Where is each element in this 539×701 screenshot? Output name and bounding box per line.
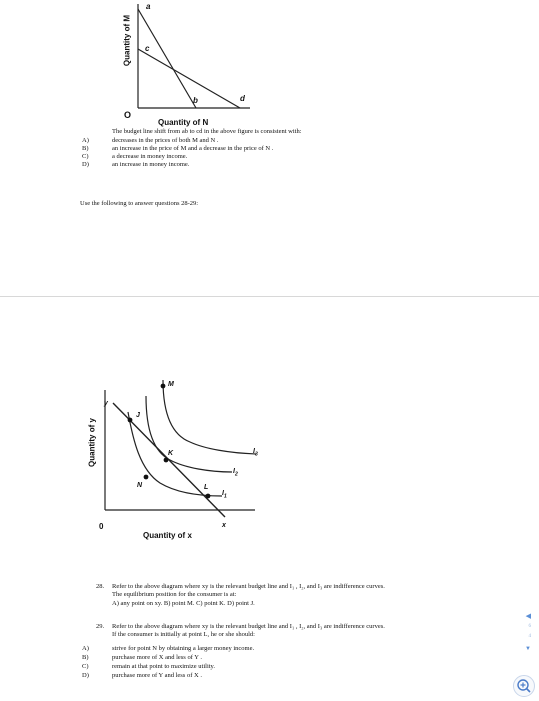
point-n-label: N <box>137 482 143 489</box>
point-b-label: b <box>193 96 198 105</box>
q28-line2: The equilibrium position for the consumer is at: <box>112 591 237 598</box>
origin-label: O <box>124 110 132 120</box>
option-text[interactable]: strive for point N by obtaining a larger money income. <box>112 645 255 652</box>
y-axis-label-wrap <box>85 410 99 480</box>
point-a-label: a <box>146 2 151 11</box>
scroll-down-icon[interactable]: ▼ <box>525 646 531 652</box>
x-axis-label: Quantity of N <box>158 118 209 127</box>
q29-line2: If the consumer is initially at point L, he or she should: <box>112 631 255 638</box>
option-text[interactable]: remain at that point to maximize utility. <box>112 663 216 670</box>
option-text[interactable]: decreases in the prices of both M and N . <box>112 137 219 144</box>
option-letter: C) <box>82 663 89 670</box>
point-j-label: J <box>136 412 140 419</box>
point-c-label: c <box>145 44 150 53</box>
option-letter: D) <box>82 672 89 679</box>
point-k-label: K <box>168 450 174 457</box>
page-divider <box>0 296 539 297</box>
point-l-label: L <box>204 484 209 491</box>
y-axis-label: Quantity of M <box>122 14 132 67</box>
option-letter: A) <box>82 137 89 144</box>
page-arrow-icon[interactable]: ◀ <box>525 612 531 620</box>
option-text[interactable]: purchase more of X and less of Y . <box>112 654 202 661</box>
y-axis-label: Quantity of y <box>87 418 97 467</box>
y-axis-label-wrap <box>120 8 134 78</box>
option-text[interactable]: purchase more of Y and less of X . <box>112 672 202 679</box>
option-letter: A) <box>82 645 89 652</box>
option-letter: B) <box>82 145 89 152</box>
origin-label: 0 <box>99 522 104 531</box>
question-number: 28. <box>96 583 105 590</box>
budget-question-stem: The budget line shift from ab to cd in the above figure is consistent with: <box>112 128 302 135</box>
page-number: 4 <box>528 634 531 639</box>
indifference-curve-figure <box>0 360 539 520</box>
question-number: 29. <box>96 623 105 630</box>
zoom-in-button[interactable] <box>513 675 535 697</box>
instruction-text: Use the following to answer questions 28-29: <box>80 200 199 207</box>
curve-i2-label: $I_2$ <box>233 468 238 478</box>
q28-options[interactable]: A) any point on xy. B) point M. C) point K. D) point J. <box>112 600 255 607</box>
option-letter: D) <box>82 161 89 168</box>
x-axis-label: Quantity of x <box>143 531 192 540</box>
curve-i1-label: $I_1$ <box>222 490 227 500</box>
option-letter: B) <box>82 654 89 661</box>
point-d-label: d <box>240 94 245 103</box>
curve-i3-label: $I_3$ <box>253 448 258 458</box>
zoom-in-icon <box>514 676 534 696</box>
option-letter: C) <box>82 153 89 160</box>
x-budget-label: x <box>222 522 226 529</box>
y-budget-label: y <box>104 400 108 407</box>
option-text[interactable]: an increase in the price of M and a decrease in the price of N . <box>112 145 274 152</box>
option-text[interactable]: an increase in money income. <box>112 161 190 168</box>
q28-line1: Refer to the above diagram where xy is the relevant budget line and I₁ , I₂, and I₃ are indifference curves. <box>112 583 385 590</box>
q29-line1: Refer to the above diagram where xy is the relevant budget line and I₁ , I₂, and I₃ are indifference curves. <box>112 623 385 630</box>
point-m-label: M <box>168 381 174 388</box>
option-text[interactable]: a decrease in money income. <box>112 153 188 160</box>
page-number: 6 <box>528 624 531 629</box>
budget-line-figure <box>0 0 539 140</box>
